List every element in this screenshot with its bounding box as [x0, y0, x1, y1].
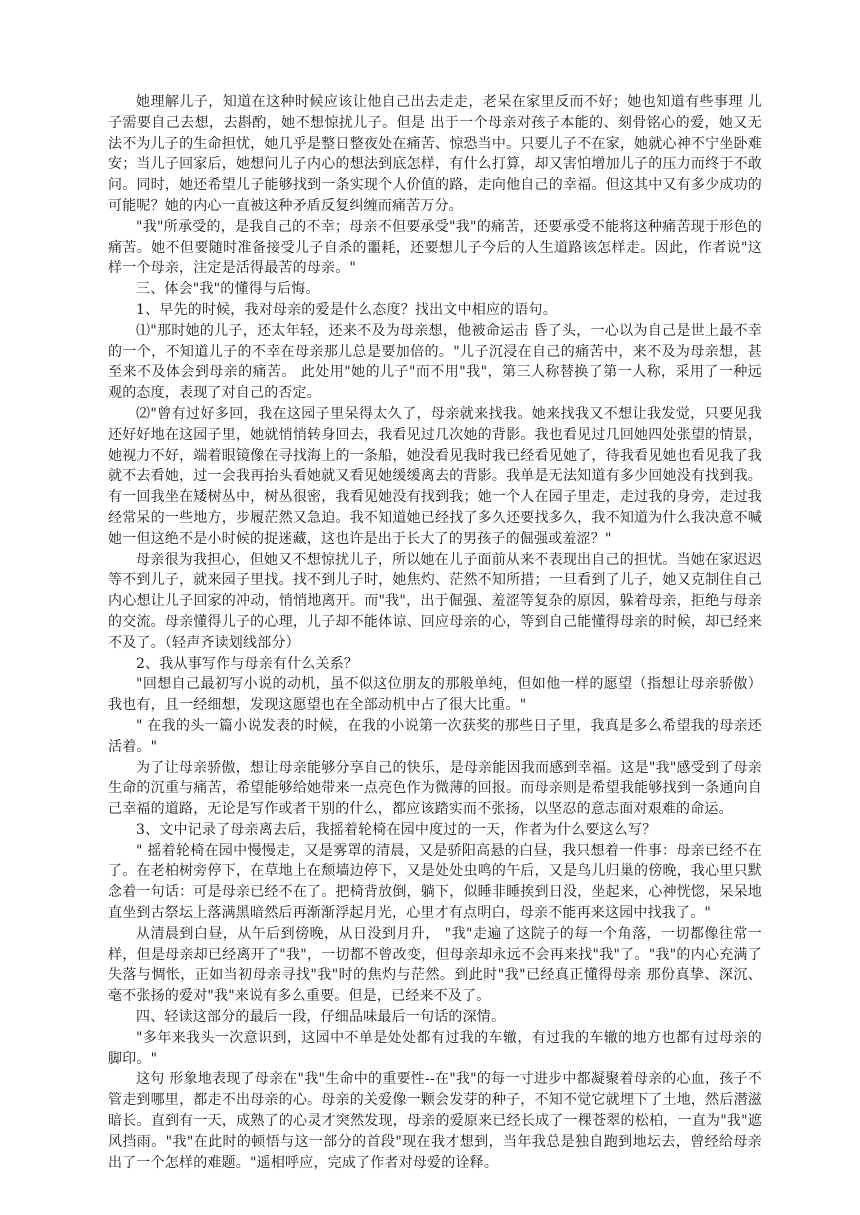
question-1: 1、早先的时候，我对母亲的爱是什么态度？找出文中相应的语句。: [136, 301, 557, 318]
question-2: 2、我从事写作与母亲有什么关系？: [136, 655, 359, 672]
document-body: [108, 92, 762, 1173]
analysis-wheelchair-day: 从清晨到白昼，从午后到傍晚，从日没到月升， "我"走遍了这院子的每一个角落，一切都像往常一样，但是母亲却已经离开了"我"，一切都不曾改变，但母亲却永远不会再来找"我"了。"我"的内心充满了失落与惆怅，正如当初母亲寻找"我"时的焦灼与茫然。到此时"我"已经真正懂得母亲 那份真挚、深沉、毫不张扬的爱对"我"来说有多么重要。但是，已经来不及了。: [108, 925, 762, 1005]
quote-1: ⑴"那时她的儿子，还太年轻，还来不及为母亲想，他被命运击 昏了头，一心以为自己是世上最不幸的一个，不知道儿子的不幸在母亲那儿总是要加倍的。"儿子沉浸在自己的痛苦中，来不及为母亲想，甚至来不及体会到母亲的痛苦。 此处用"她的儿子"而不用"我"，第三人称替换了第一人称，采用了一种远观的态度，表现了对自己的否定。: [108, 322, 762, 402]
question-3: 3、文中记录了母亲离去后，我摇着轮椅在园中度过的一天，作者为什么要这么写？: [136, 821, 657, 838]
quote-writing-motive: "回想自己最初写小说的动机，虽不似这位朋友的那般单纯，但如他一样的愿望（指想让母亲骄傲）我也有，且一经细想，发现这愿望也在全部动机中占了很大比重。": [108, 676, 762, 714]
analysis-writing: 为了让母亲骄傲，想让母亲能够分享自己的快乐，是母亲能因我而感到幸福。这是"我"感受到了母亲生命的沉重与痛苦，希望能够给她带来一点亮色作为微薄的回报。而母亲则是希望我能够找到一条通向自己幸福的道路，无论是写作或者干别的什么，都应该踏实而不张扬，以坚忍的意志面对艰难的命运。: [108, 759, 762, 818]
paragraph-mother-suffering: "我"所承受的，是我自己的不幸；母亲不但要承受"我"的痛苦，还要承受不能将这种痛苦现于形色的痛苦。她不但要随时准备接受儿子自杀的噩耗，还要想儿子今后的人生道路该怎样走。因此，作者说"这样一个母亲，注定是活得最苦的母亲。": [108, 218, 762, 277]
quote-wheelchair-day: " 摇着轮椅在园中慢慢走，又是雾罩的清晨，又是骄阳高悬的白昼，我只想着一件事：母亲已经不在了。在老柏树旁停下，在草地上在颓墙边停下，又是处处虫鸣的午后，又是鸟儿归巢的傍晚，我心里只默念着一句话：可是母亲已经不在了。把椅背放倒，躺下，似睡非睡挨到日没，坐起来，心神恍惚，呆呆地直坐到古祭坛上落满黑暗然后再渐渐浮起月光，心里才有点明白，母亲不能再来这园中找我了。": [108, 842, 762, 922]
quote-2: ⑵"曾有过好多回，我在这园子里呆得太久了，母亲就来找我。她来找我又不想让我发觉，只要见我还好好地在这园子里，她就悄悄转身回去，我看见过几次她的背影。我也看见过几回她四处张望的情景，她视力不好，端着眼镜像在寻找海上的一条船，她没看见我时我已经看见她了，待我看见她也看见我了我就不去看她，过一会我再抬头看她就又看见她缓缓离去的背影。我单是无法知道有多少回她没有找到我。有一回我坐在矮树丛中，树丛很密，我看见她没有找到我；她一个人在园子里走，走过我的身旁，走过我经常呆的一些地方，步履茫然又急迫。我不知道她已经找了多久还要找多久，我不知道为什么我决意不喊她一但这绝不是小时候的捉迷藏，这也许是出于长大了的男孩子的倔强或羞涩？": [108, 405, 762, 547]
quote-footprints: "多年来我头一次意识到，这园中不单是处处都有过我的车辙，有过我的车辙的地方也都有过母亲的脚印。": [108, 1029, 762, 1067]
section-heading-4: 四、轻读这部分的最后一段，仔细品味最后一句话的深情。: [136, 1009, 506, 1026]
quote-first-novel: " 在我的头一篇小说发表的时候，在我的小说第一次获奖的那些日子里，我真是多么希望我的母亲还活着。": [108, 717, 762, 755]
section-heading-3: 三、体会"我"的懂得与后悔。: [136, 281, 320, 298]
analysis-footprints: 这句 形象地表现了母亲在"我"生命中的重要性--在"我"的每一寸进步中都凝聚着母亲的心血，孩子不管走到哪里，都走不出母亲的心。母亲的关爱像一颗会发芽的种子，不知不觉它就埋下了土地，然后潜滋暗长。直到有一天，成熟了的心灵才突然发现，母亲的爱原来已经长成了一棵苍翠的松柏，一直为"我"遮风挡雨。"我"在此时的顿悟与这一部分的首段"现在我才想到，当年我总是独自跑到地坛去，曾经给母亲出了一个怎样的难题。"遥相呼应，完成了作者对母爱的诠释。: [108, 1071, 762, 1171]
analysis-paragraph: 母亲很为我担心，但她又不想惊扰儿子，所以她在儿子面前从来不表现出自己的担忧。当她在家迟迟等不到儿子，就来园子里找。找不到儿子时，她焦灼、茫然不知所措；一旦看到了儿子，她又克制住自己内心想让儿子回家的冲动，悄悄地离开。而"我"，出于倔强、羞涩等复杂的原因，躲着母亲，拒绝与母亲的交流。母亲懂得儿子的心理，儿子却不能体谅、回应母亲的心，等到自己能懂得母亲的时候，却已经来不及了。（轻声齐读划线部分）: [108, 551, 762, 651]
paragraph-mother-understanding: 她理解儿子，知道在这种时候应该让他自己出去走走，老呆在家里反而不好；她也知道有些事理 儿子需要自己去想，去斟酌，她不想惊扰儿子。但是 出于一个母亲对孩子本能的、刻骨铭心的爱，她又无法不为儿子的生命担忧，她几乎是整日整夜处在痛苦、惊恐当中。只要儿子不在家，她就心神不宁坐卧难安；当儿子回家后，她想问儿子内心的想法到底怎样，有什么打算，却又害怕增加儿子的压力而终于不敢问。同时，她还希望儿子能够找到一条实现个人价值的路，走向他自己的幸福。但这其中又有多少成功的可能呢？她的内心一直被这种矛盾反复纠缠而痛苦万分。: [108, 94, 762, 214]
